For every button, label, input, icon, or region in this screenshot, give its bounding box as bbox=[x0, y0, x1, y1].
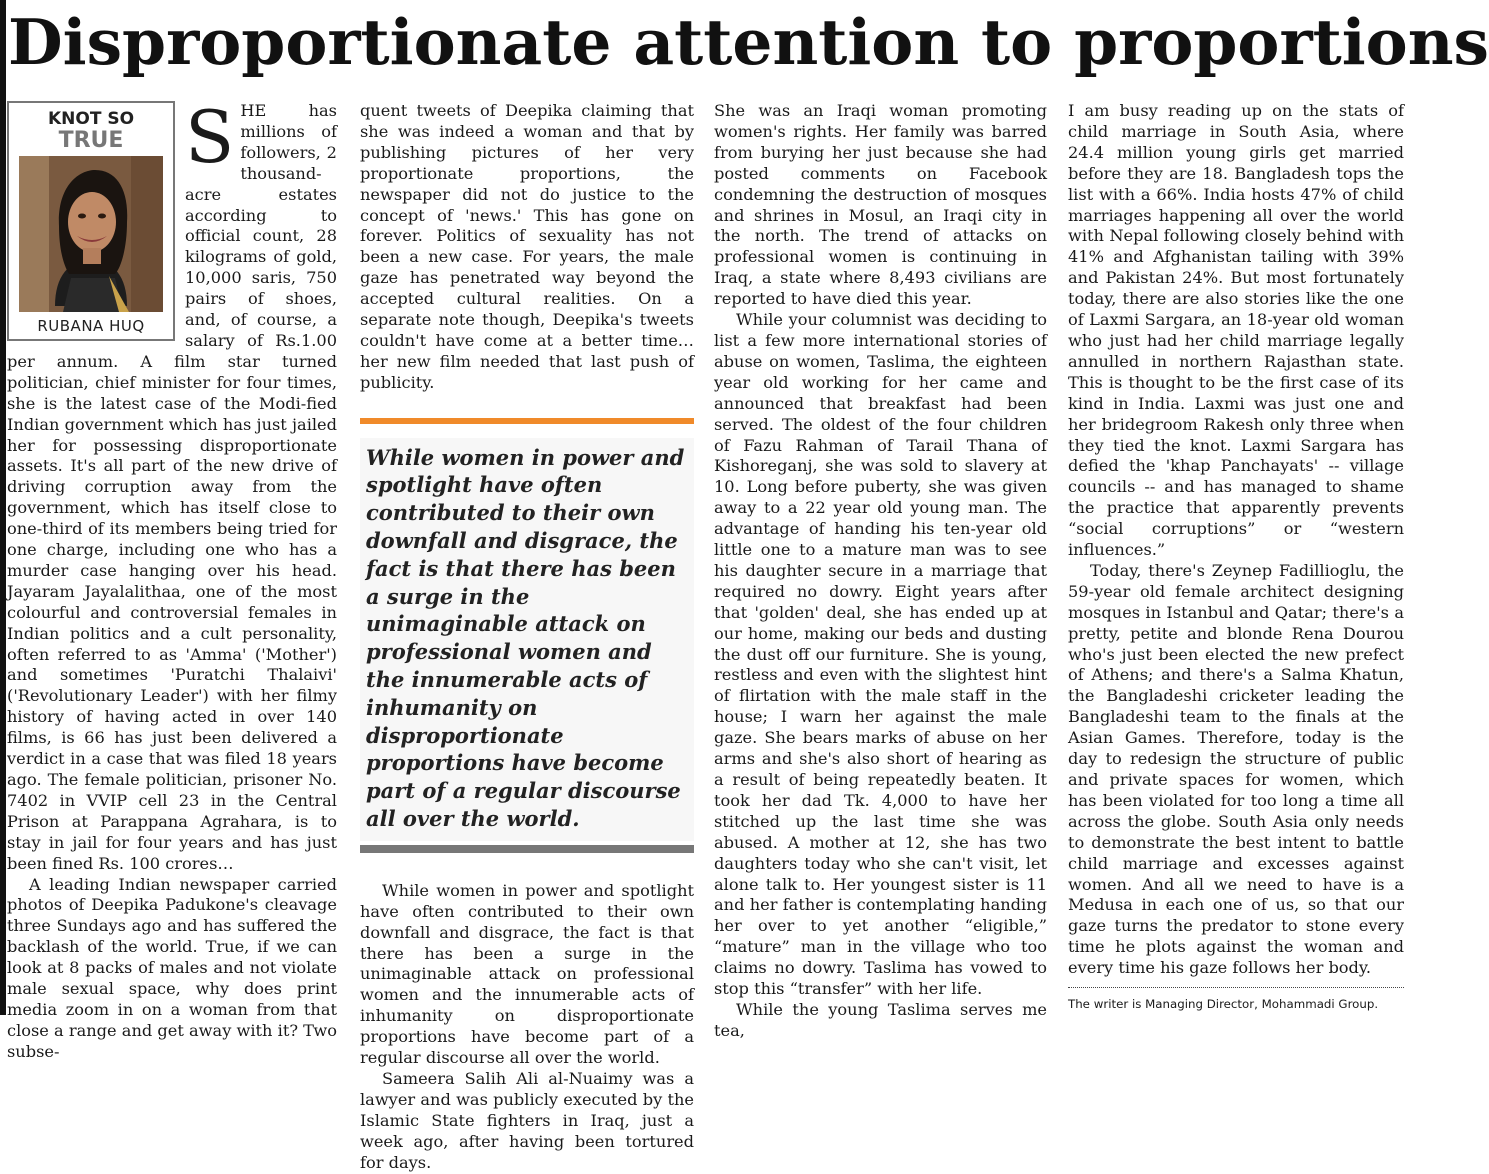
article-paragraph: While your columnist was deciding to list a few more international stories of abuse on women, Taslima, the eighteen year old working for her came and announced that breakfast had been served. The oldest of the four children of Fazu Rahman of Tarail Thana of Kishoreganj, she was sold to slavery at 10. Long before puberty, she was given away to a 22 year old young man. The advantage of handing his ten-year old little one to a mature man was to see his daughter secure in a marriage that required no dowry. Eight years after that 'golden' deal, she has ended up at our home, making our beds and dusting the dust off our furniture. She is young, restless and even with the slightest hint of flirtation with the male staff in the house; I warn her against the male gaze. She bears marks of abuse on her arms and she's also short of hearing as a result of being repeatedly beaten. It took her dad Tk. 4,000 to have her stitched up the last time she was abused. A mother at 12, she has two daughters today who she can't visit, let alone talk to. Her youngest sister is 11 and her father is contemplating handing her over to yet another “eligible,” “mature” man in the village who too claims no dowry. Taslima has vowed to stop this “transfer” with her life. bbox=[714, 310, 1047, 999]
article-paragraph: Sameera Salih Ali al-Nuaimy was a lawyer and was publicly executed by the Islamic State fighters in Iraq, just a week ago, after having been tortured for days. bbox=[360, 1069, 694, 1172]
pull-quote-top-rule bbox=[360, 418, 694, 424]
article-paragraph: She was an Iraqi woman promoting women's rights. Her family was barred from burying her just because she had posted comments on Facebook condemning the destruction of mosques and shrines in Mosul, an Iraqi city in the north. The trend of attacks on professional women is continuing in Iraq, a state where 8,493 civilians are reported to have died this year. bbox=[714, 101, 1047, 309]
article-column-1 bbox=[7, 95, 337, 1061]
author-portrait bbox=[19, 156, 163, 312]
pull-quote-bottom-rule bbox=[360, 845, 694, 853]
page-edge-bar bbox=[0, 0, 6, 1015]
byline-box bbox=[7, 101, 175, 341]
headline: Disproportionate attention to proportions bbox=[8, 5, 1489, 79]
article-column-4 bbox=[1068, 101, 1404, 1012]
article-paragraph: A leading Indian newspaper carried photos of Deepika Padukone's cleavage three Sundays ago and has suffered the backlash of the world. True, if we can look at 8 packs of males and not violate male sexual space, why does print media zoom in on a woman from that close a range and get away with it? Two subse- bbox=[7, 874, 337, 1061]
article-paragraph: Today, there's Zeynep Fadillioglu, the 59-year old female architect designing mosques in Istanbul and Qatar; there's a pretty, petite and blonde Rena Dourou who's just been elected the new prefect of Athens; and there's a Salma Khatun, the Bangladeshi cricketer leading the Bangladeshi team to the finals at the Asian Games. Therefore, today is the day to redesign the structure of public and private spaces for women, which has been violated for too long a time all across the globe. South Asia only needs to demonstrate the best intent to battle child marriage and excesses against women. And all we need to have is a Medusa in each one of us, so that our gaze turns the predator to stone every time he plots against the woman and every time his gaze follows her body. bbox=[1068, 560, 1404, 978]
author-name: RUBANA HUQ bbox=[37, 317, 145, 335]
author-portrait-image bbox=[19, 156, 163, 312]
writer-note: The writer is Managing Director, Mohammadi Group. bbox=[1068, 997, 1379, 1012]
pull-quote-text: While women in power and spotlight have often contributed to their own downfall and disgrace, the fact is that there has been a surge in the unimaginable attack on professional women and the innumerable acts of inhumanity on disproportionate proportions have become part of a regular discourse all over the world. bbox=[360, 438, 694, 841]
article-paragraph: While the young Taslima serves me tea, bbox=[714, 999, 1047, 1040]
article-column-3 bbox=[714, 101, 1047, 1040]
dotted-divider bbox=[1068, 987, 1404, 988]
column-name-top: KNOT SO bbox=[47, 109, 135, 129]
pull-quote bbox=[360, 418, 694, 853]
column-name-bottom: TRUE bbox=[58, 128, 124, 153]
article-paragraph: While women in power and spotlight have often contributed to their own downfall and disgrace, the fact is that there has been a surge in the unimaginable attack on professional women and the innumerable acts of inhumanity on disproportionate proportions have become part of a regular discourse all over the world. bbox=[360, 880, 694, 1068]
drop-cap: S bbox=[185, 95, 235, 179]
article-paragraph: HE has millions of followers, 2 thousand-acre estates according to official count, 28 kilograms of gold, 10,000 saris, 750 pairs of shoes, and, of course, a salary of Rs.1.00 per annum. A film star turned politician, chief minister for four times, she is the latest case of the Modi-fied Indian government which has just jailed her for possessing disproportionate assets. It's all part of the new drive of driving corruption away from the government, which has itself close to one-third of its members being tried for one charge, including one who has a murder case hanging over his head. Jayaram Jayalalithaa, one of the most colourful and controversial females in Indian politics and a cult personality, often referred to as 'Amma' ('Mother') and sometimes 'Puratchi Thalaivi' ('Revolutionary Leader') with her filmy history of having acted in over 140 films, is 66 has just been delivered a verdict in a case that was filed 18 years ago. The female politician, prisoner No. 7402 in VVIP cell 23 in the Central Prison at Parappana Agrahara, is to stay in jail for four years and has just been fined Rs. 100 crores… bbox=[7, 101, 337, 873]
article-paragraph: quent tweets of Deepika claiming that she was indeed a woman and that by publishing pictures of her very proportionate proportions, the newspaper did not do justice to the concept of 'news.' This has gone on forever. Politics of sexuality has not been a new case. For years, the male gaze has penetrated way beyond the accepted cultural realities. On a separate note though, Deepika's tweets couldn't have come at a better time… her new film needed that last push of publicity. bbox=[360, 101, 694, 392]
article-paragraph: I am busy reading up on the stats of child marriage in South Asia, where 24.4 million young girls get married before they are 18. Bangladesh tops the list with a 66%. India hosts 47% of child marriages happening all over the world with Nepal following closely behind with 41% and Afghanistan tailing with 39% and Pakistan 24%. But most fortunately today, there are also stories like the one of Laxmi Sargara, an 18-year old woman who just had her child marriage legally annulled in northern Rajasthan state. This is thought to be the first case of its kind in India. Laxmi was just one and her bridegroom Rakesh only three when they tied the knot. Laxmi Sargara has defied the 'khap Panchayats' -- village councils -- and has managed to shame the practice that apparently prevents “social corruptions” or “western influences.” bbox=[1068, 101, 1404, 560]
article-column-2 bbox=[360, 101, 694, 1172]
